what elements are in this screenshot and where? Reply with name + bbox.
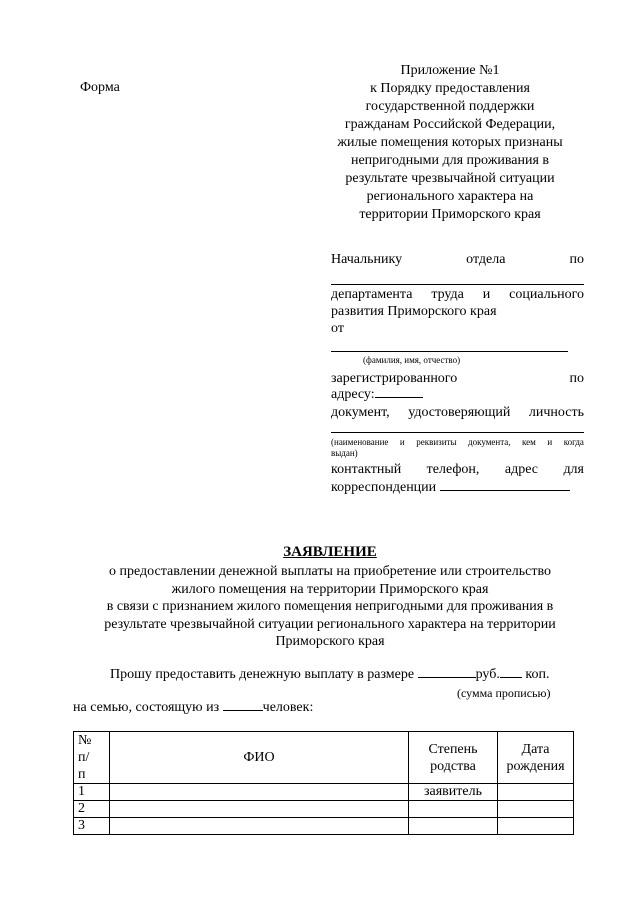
addressee-word: социального bbox=[509, 287, 584, 302]
row-birth[interactable] bbox=[498, 818, 574, 835]
document-hint bbox=[331, 437, 584, 448]
appendix-line: регионального характера на bbox=[366, 189, 534, 204]
row-relation[interactable] bbox=[409, 801, 498, 818]
table-header-row bbox=[74, 732, 574, 784]
header-birth-line: Дата bbox=[521, 741, 550, 757]
appendix-line: результате чрезвычайной ситуации bbox=[345, 171, 555, 186]
amount-rub-field[interactable] bbox=[418, 677, 476, 678]
row-fio[interactable] bbox=[110, 784, 409, 801]
hint-word: и bbox=[547, 437, 553, 447]
addressee-word: Начальнику bbox=[331, 252, 403, 267]
subtitle-line: о предоставлении денежной выплаты на приобретение или строительство bbox=[109, 564, 551, 579]
header-num bbox=[74, 732, 110, 784]
table-row bbox=[74, 818, 574, 835]
subtitle-line: в связи с признанием жилого помещения непригодными для проживания в bbox=[106, 599, 554, 614]
addressee-word: телефон, bbox=[426, 462, 480, 477]
subtitle-line: результате чрезвычайной ситуации регионального характера на территории bbox=[104, 616, 556, 632]
row-relation: заявитель bbox=[409, 784, 498, 801]
addressee-word: зарегистрированного bbox=[331, 371, 458, 386]
request-text: Прошу предоставить денежную выплату в размере bbox=[110, 667, 415, 682]
row-num: 2 bbox=[74, 801, 110, 818]
header-num-line: п/ bbox=[78, 750, 90, 765]
family-count-field[interactable] bbox=[223, 710, 263, 711]
appendix-block bbox=[320, 62, 580, 224]
fio-fill-line[interactable] bbox=[331, 351, 568, 352]
address-text: адресу: bbox=[331, 387, 375, 402]
addressee-word: труда bbox=[431, 287, 464, 302]
family-text-after: человек: bbox=[262, 700, 314, 715]
hint-word: когда bbox=[563, 437, 584, 447]
from-label: от bbox=[331, 321, 344, 336]
addressee-word: контактный bbox=[331, 462, 402, 477]
addressee-word: департамента bbox=[331, 287, 413, 302]
hint-word: (наименование bbox=[331, 437, 389, 447]
page-title: ЗАЯВЛЕНИЕ bbox=[283, 544, 377, 560]
amount-kop-field[interactable] bbox=[500, 677, 522, 678]
registered-line bbox=[331, 371, 584, 387]
addressee-line-1 bbox=[331, 252, 584, 268]
header-birth-line: рождения bbox=[506, 758, 565, 774]
table-row bbox=[74, 784, 574, 801]
header-fio: ФИО bbox=[110, 732, 409, 784]
appendix-line: жилые помещения которых признаны bbox=[337, 135, 563, 150]
header-relation-line: родства bbox=[430, 758, 476, 774]
appendix-line: Приложение №1 bbox=[400, 63, 500, 78]
header-num-line: № bbox=[78, 733, 92, 748]
row-num: 1 bbox=[74, 784, 110, 801]
addressee-word: личность bbox=[528, 405, 584, 420]
address-label bbox=[331, 387, 584, 403]
rub-label: руб. bbox=[475, 667, 500, 682]
row-num: 3 bbox=[74, 818, 110, 835]
document-line bbox=[331, 405, 584, 421]
department-fill-line[interactable] bbox=[331, 284, 584, 285]
hint-word: и bbox=[399, 437, 405, 447]
header-relation-line: Степень bbox=[428, 741, 478, 757]
hint-word: кем bbox=[522, 437, 536, 447]
row-relation[interactable] bbox=[409, 818, 498, 835]
contact-line bbox=[331, 462, 584, 478]
header-birth bbox=[498, 732, 574, 784]
correspondence-fill-line[interactable] bbox=[440, 490, 570, 491]
family-line bbox=[73, 700, 313, 716]
hint-word: реквизиты bbox=[416, 437, 457, 447]
addressee-word: для bbox=[563, 462, 584, 477]
addressee-word: и bbox=[482, 287, 491, 302]
addressee-word: по bbox=[569, 252, 584, 267]
addressee-word: по bbox=[569, 371, 584, 386]
department-line-1 bbox=[331, 287, 584, 303]
document-fill-line[interactable] bbox=[331, 432, 584, 433]
form-label: Форма bbox=[80, 80, 120, 95]
appendix-line: непригодными для проживания в bbox=[350, 153, 550, 168]
document-hint-2: выдан) bbox=[331, 448, 358, 458]
request-line bbox=[110, 667, 549, 683]
row-fio[interactable] bbox=[110, 801, 409, 818]
family-members-table bbox=[73, 731, 574, 835]
row-birth[interactable] bbox=[498, 784, 574, 801]
addressee-word: адрес bbox=[504, 462, 538, 477]
fio-hint: (фамилия, имя, отчество) bbox=[363, 355, 461, 365]
appendix-line: к Порядку предоставления bbox=[370, 81, 530, 96]
subtitle-line: Приморского края bbox=[275, 634, 385, 649]
kop-label: коп. bbox=[525, 667, 550, 682]
hint-word: документа, bbox=[468, 437, 511, 447]
header-relation bbox=[409, 732, 498, 784]
table-row bbox=[74, 801, 574, 818]
addressee-word: удостоверяющий bbox=[408, 405, 511, 420]
appendix-line: гражданам Российской Федерации, bbox=[344, 117, 556, 132]
appendix-line: территории Приморского края bbox=[359, 207, 541, 222]
department-line-2: развития Приморского края bbox=[331, 304, 497, 319]
addressee-word: документ, bbox=[331, 405, 390, 420]
family-text: на семью, состоящую из bbox=[73, 700, 220, 715]
row-fio[interactable] bbox=[110, 818, 409, 835]
appendix-line: государственной поддержки bbox=[365, 99, 535, 114]
header-num-line: п bbox=[78, 767, 86, 782]
statement-subtitle bbox=[60, 563, 600, 651]
subtitle-line: жилого помещения на территории Приморского края bbox=[171, 581, 489, 597]
sum-hint: (сумма прописью) bbox=[457, 686, 551, 700]
correspondence-line bbox=[331, 480, 584, 496]
address-fill-line[interactable] bbox=[375, 397, 423, 398]
addressee-word: отдела bbox=[466, 252, 506, 267]
correspondence-text: корреспонденции bbox=[331, 480, 437, 495]
row-birth[interactable] bbox=[498, 801, 574, 818]
